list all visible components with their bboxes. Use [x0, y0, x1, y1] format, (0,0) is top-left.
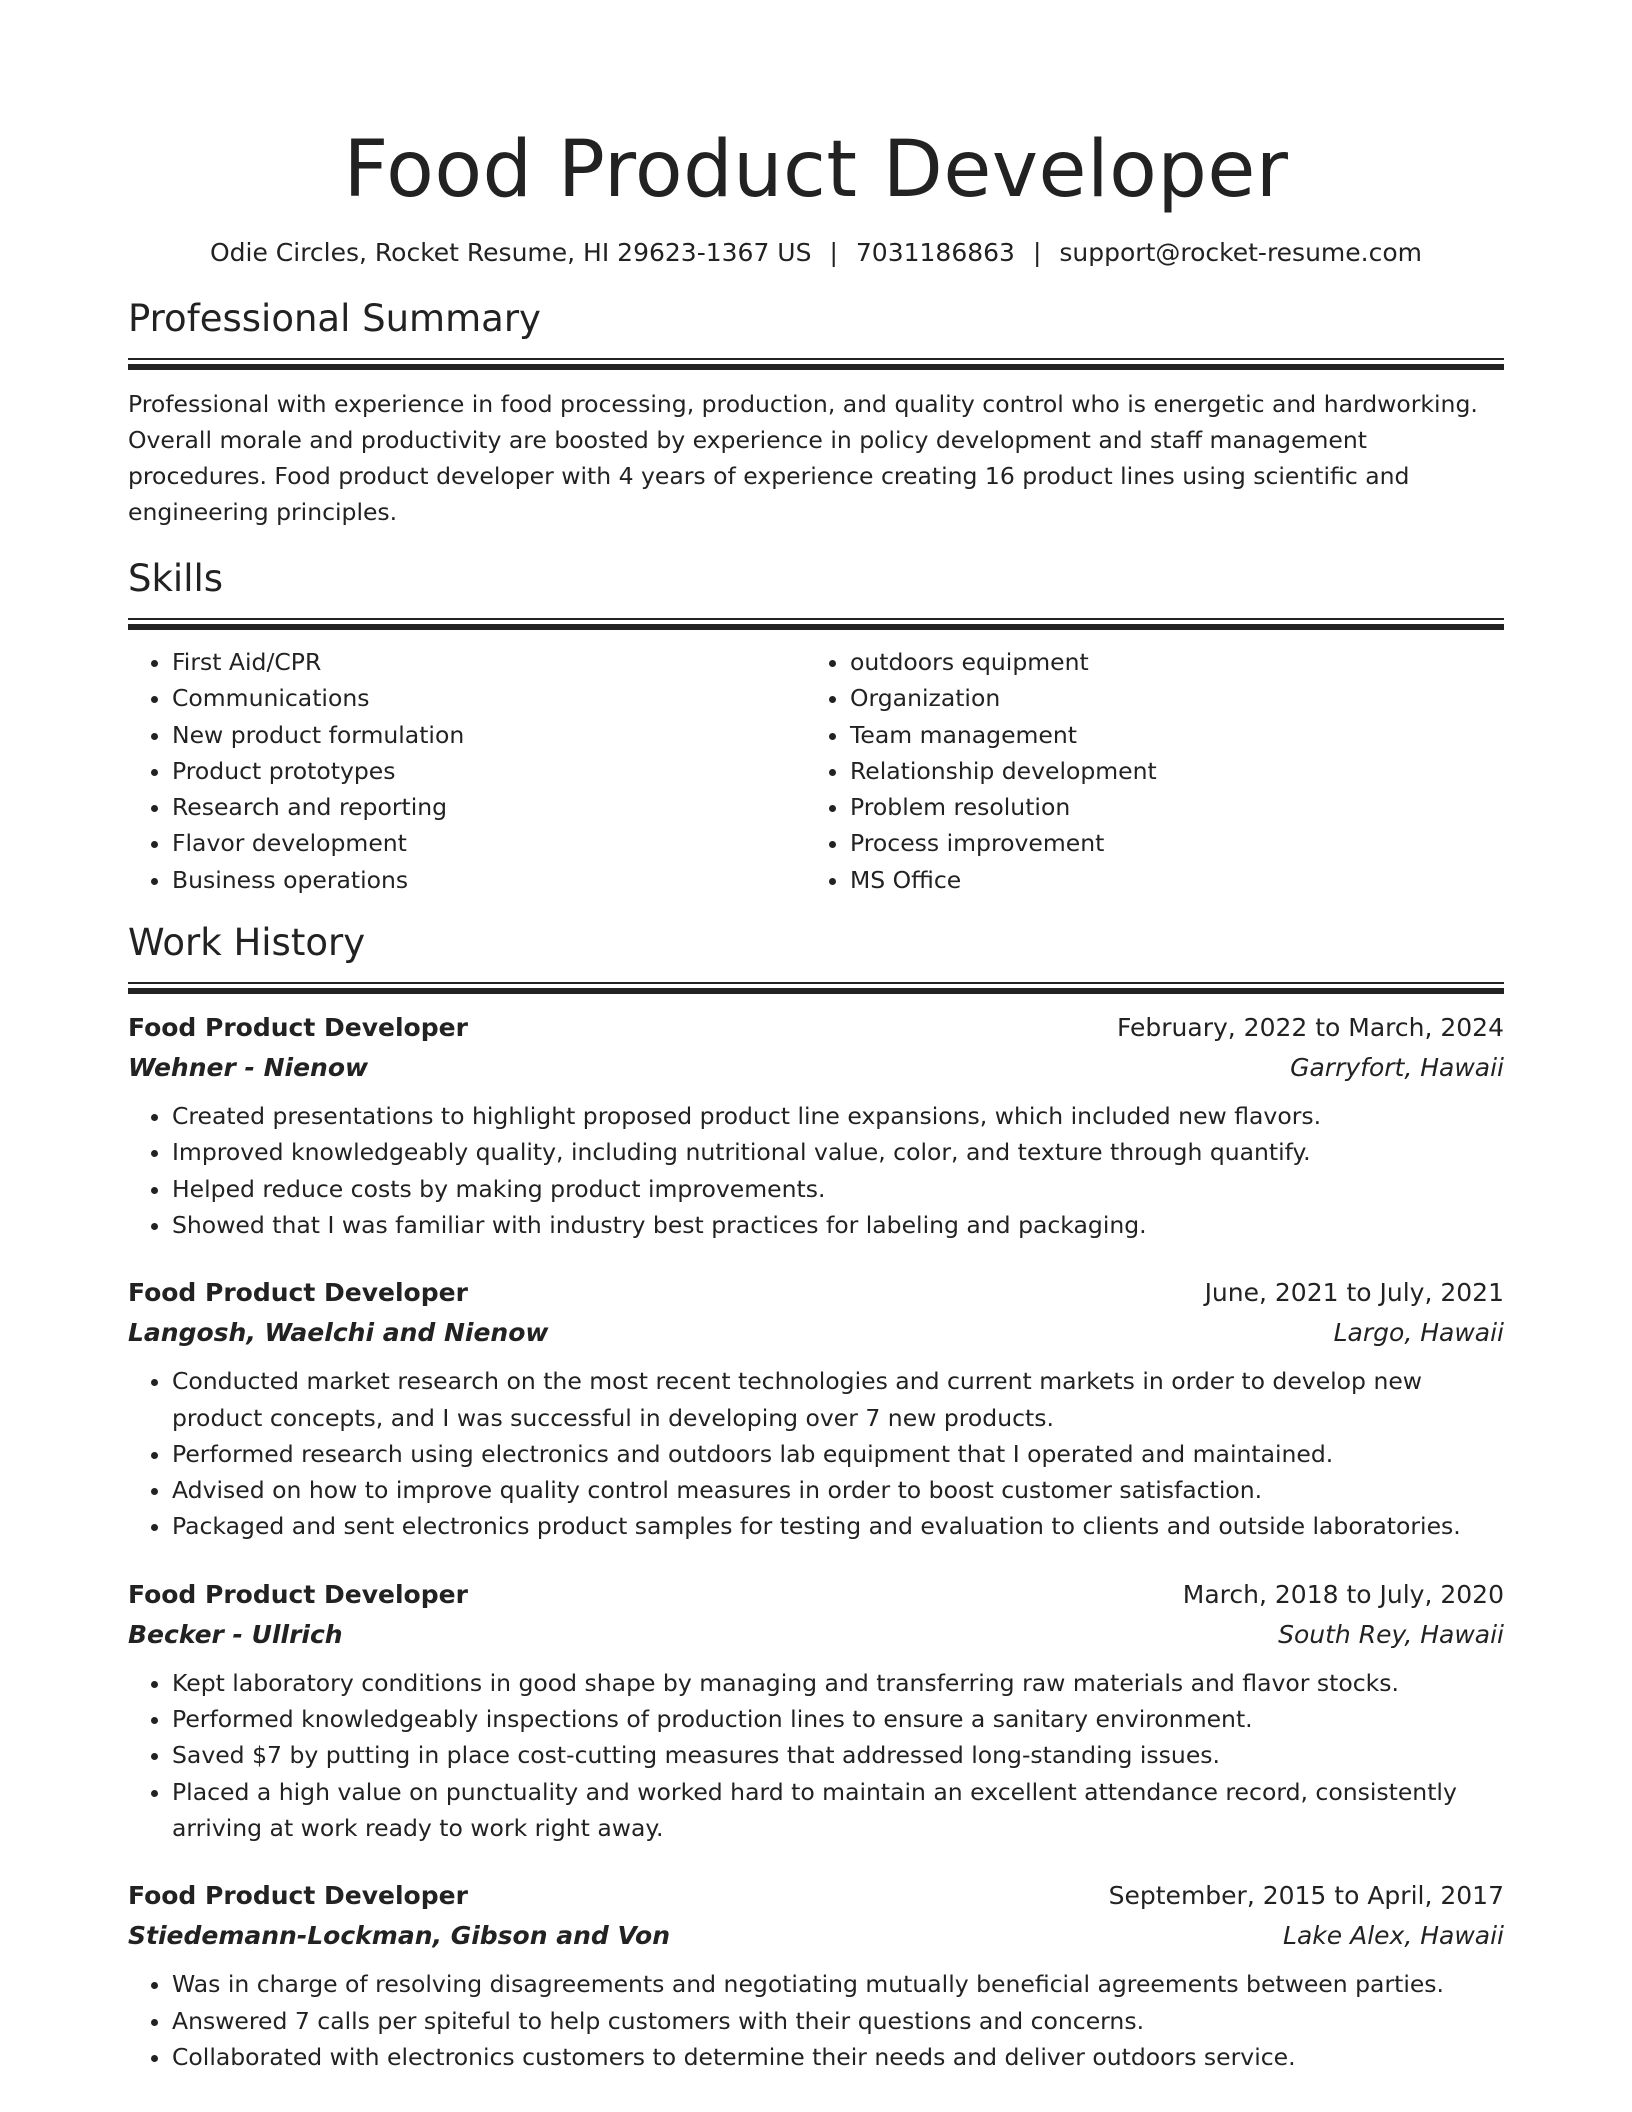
job-title: Food Product Developer	[128, 1013, 468, 1043]
job-location: Largo, Hawaii	[1333, 1318, 1504, 1348]
skill-item: • First Aid/CPR	[172, 644, 806, 680]
job-dates: June, 2021 to July, 2021	[1204, 1278, 1504, 1308]
job-header	[128, 1008, 1504, 1048]
job-subheader	[128, 1916, 1504, 1956]
job-entry	[128, 1575, 1504, 1846]
skill-item: • Product prototypes	[172, 753, 806, 789]
job-bullet: • Showed that I was familiar with industry best practices for labeling and packaging.	[172, 1207, 1504, 1243]
skill-item: • Relationship development	[850, 753, 1484, 789]
job-subheader	[128, 1048, 1504, 1088]
skills-list-right	[806, 644, 1484, 898]
summary-section	[128, 296, 1504, 530]
job-bullets	[128, 1665, 1504, 1846]
section-divider	[128, 982, 1504, 994]
job-location: Garryfort, Hawaii	[1290, 1053, 1504, 1083]
contact-address: Odie Circles, Rocket Resume, HI 29623-1367 US	[209, 238, 812, 267]
job-dates: March, 2018 to July, 2020	[1182, 1579, 1504, 1609]
resume-page	[128, 0, 1504, 2075]
job-bullet: • Created presentations to highlight proposed product line expansions, which included new flavors.	[172, 1098, 1504, 1134]
job-entry	[128, 1273, 1504, 1544]
job-bullet: • Improved knowledgeably quality, including nutritional value, color, and texture through quantify.	[172, 1134, 1504, 1170]
job-entry	[128, 1008, 1504, 1243]
job-bullet: • Answered 7 calls per spiteful to help customers with their questions and concerns.	[172, 2003, 1504, 2039]
skill-item: • outdoors equipment	[850, 644, 1484, 680]
skill-item: • Research and reporting	[172, 789, 806, 825]
job-bullet: • Performed research using electronics and outdoors lab equipment that I operated and maintained.	[172, 1436, 1504, 1472]
job-title: Food Product Developer	[128, 1881, 468, 1911]
skill-item: • MS Office	[850, 862, 1484, 898]
job-header	[128, 1575, 1504, 1615]
summary-heading: Professional Summary	[128, 297, 541, 340]
skill-item: • Business operations	[172, 862, 806, 898]
resume-title: Food Product Developer	[343, 125, 1289, 215]
job-entry	[128, 1876, 1504, 2075]
job-company: Becker - Ullrich	[128, 1619, 343, 1649]
job-bullets	[128, 1098, 1504, 1243]
job-location: Lake Alex, Hawaii	[1283, 1921, 1504, 1951]
job-bullet: • Was in charge of resolving disagreements and negotiating mutually beneficial agreements between parties.	[172, 1966, 1504, 2002]
skill-item: • Problem resolution	[850, 789, 1484, 825]
job-dates: February, 2022 to March, 2024	[1116, 1013, 1504, 1043]
skill-item: • Communications	[172, 680, 806, 716]
section-divider	[128, 618, 1504, 630]
job-bullet: • Kept laboratory conditions in good shape by managing and transferring raw materials and flavor stocks.	[172, 1665, 1504, 1701]
job-bullet: • Packaged and sent electronics product samples for testing and evaluation to clients and outside laboratories.	[172, 1508, 1504, 1544]
job-bullet: • Advised on how to improve quality control measures in order to boost customer satisfaction.	[172, 1472, 1504, 1508]
skills-section	[128, 556, 1504, 898]
job-bullets	[128, 1363, 1504, 1544]
work-history-section	[128, 920, 1504, 2075]
job-bullet: • Saved $7 by putting in place cost-cutting measures that addressed long-standing issues.	[172, 1737, 1504, 1773]
work-history-heading: Work History	[128, 921, 366, 965]
job-bullet: • Helped reduce costs by making product improvements.	[172, 1171, 1504, 1207]
skill-item: • Organization	[850, 680, 1484, 716]
job-location: South Rey, Hawaii	[1278, 1619, 1504, 1649]
skills-heading: Skills	[128, 557, 224, 600]
job-header	[128, 1876, 1504, 1916]
skills-columns	[128, 644, 1504, 898]
job-bullet: • Performed knowledgeably inspections of production lines to ensure a sanitary environment.	[172, 1701, 1504, 1737]
job-subheader	[128, 1313, 1504, 1353]
skill-item: • Process improvement	[850, 825, 1484, 861]
job-company: Wehner - Nienow	[128, 1053, 369, 1083]
contact-phone: 7031186863	[855, 238, 1015, 267]
skill-item: • New product formulation	[172, 717, 806, 753]
skills-list-left	[128, 644, 806, 898]
job-bullet: • Placed a high value on punctuality and worked hard to maintain an excellent attendance record, consistently arriving at work ready to work right away.	[172, 1774, 1504, 1847]
job-bullets	[128, 1966, 1504, 2075]
skill-item: • Team management	[850, 717, 1484, 753]
job-bullet: • Conducted market research on the most recent technologies and current markets in order to develop new product concepts, and I was successful in developing over 7 new products.	[172, 1363, 1504, 1436]
job-header	[128, 1273, 1504, 1313]
section-divider	[128, 358, 1504, 370]
job-company: Langosh, Waelchi and Nienow	[128, 1318, 549, 1348]
job-bullet: • Collaborated with electronics customers to determine their needs and deliver outdoors service.	[172, 2039, 1504, 2075]
contact-separator: |	[829, 238, 838, 267]
job-subheader	[128, 1615, 1504, 1655]
job-title: Food Product Developer	[128, 1579, 468, 1609]
job-dates: September, 2015 to April, 2017	[1108, 1881, 1504, 1911]
contact-email: support@rocket-resume.com	[1059, 238, 1423, 267]
contact-line	[128, 236, 1504, 270]
job-title: Food Product Developer	[128, 1278, 468, 1308]
contact-separator: |	[1032, 238, 1042, 267]
job-company: Stiedemann-Lockman, Gibson and Von	[128, 1921, 671, 1951]
skill-item: • Flavor development	[172, 825, 806, 861]
summary-text: Professional with experience in food processing, production, and quality control who is energetic and hardworking. Overall morale and productivity are boosted by experience in policy development and staff management procedures. Food product developer with 4 years of experience creating 16 product lines using scientific and engineering principles.	[128, 390, 1478, 526]
